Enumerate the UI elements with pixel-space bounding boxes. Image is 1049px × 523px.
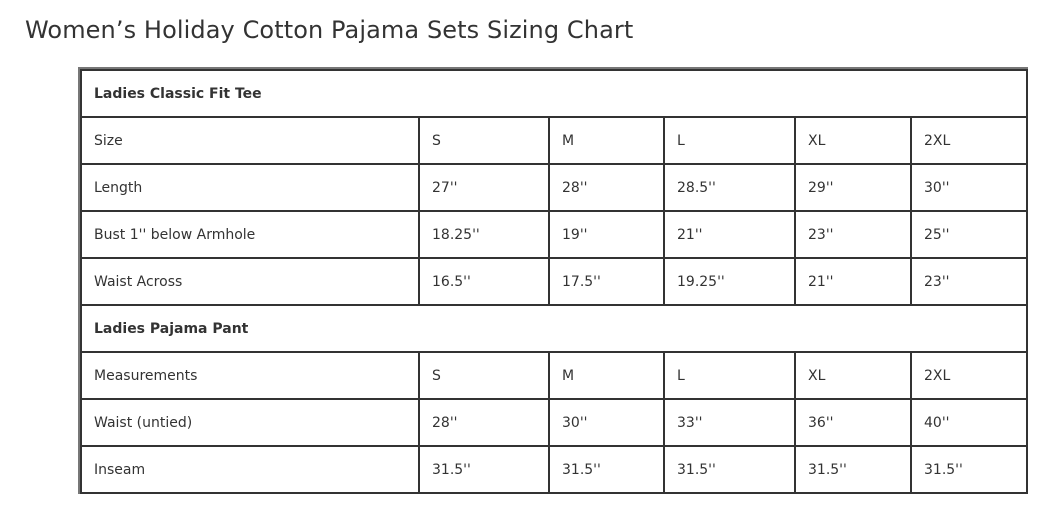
table-cell: 25'' xyxy=(911,211,1027,258)
table-cell: S xyxy=(419,352,549,399)
row-label: Waist Across xyxy=(81,258,419,305)
table-cell: 17.5'' xyxy=(549,258,664,305)
table-row xyxy=(81,117,1027,164)
table-cell: 31.5'' xyxy=(911,446,1027,493)
table-cell: 29'' xyxy=(795,164,911,211)
table-cell: 28'' xyxy=(419,399,549,446)
table-cell: 23'' xyxy=(795,211,911,258)
table-cell: 31.5'' xyxy=(795,446,911,493)
table-cell: 23'' xyxy=(911,258,1027,305)
table-cell: 16.5'' xyxy=(419,258,549,305)
row-label: Length xyxy=(81,164,419,211)
table-row xyxy=(81,352,1027,399)
table-cell: L xyxy=(664,117,795,164)
table-cell: 28'' xyxy=(549,164,664,211)
section-heading-pant: Ladies Pajama Pant xyxy=(81,305,1027,352)
section-heading-row xyxy=(81,305,1027,352)
size-table xyxy=(80,69,1028,494)
table-cell: 21'' xyxy=(795,258,911,305)
table-cell: 30'' xyxy=(549,399,664,446)
table-row xyxy=(81,258,1027,305)
page-title: Women’s Holiday Cotton Pajama Sets Sizing Chart xyxy=(25,16,634,44)
table-row xyxy=(81,446,1027,493)
table-row xyxy=(81,164,1027,211)
table-cell: 31.5'' xyxy=(549,446,664,493)
table-cell: 27'' xyxy=(419,164,549,211)
table-cell: 36'' xyxy=(795,399,911,446)
section-heading-row xyxy=(81,70,1027,117)
row-label: Waist (untied) xyxy=(81,399,419,446)
table-cell: XL xyxy=(795,117,911,164)
table-cell: 31.5'' xyxy=(419,446,549,493)
table-cell: M xyxy=(549,352,664,399)
table-cell: 19'' xyxy=(549,211,664,258)
section-heading-tee: Ladies Classic Fit Tee xyxy=(81,70,1027,117)
row-label: Size xyxy=(81,117,419,164)
table-cell: 33'' xyxy=(664,399,795,446)
sizing-chart-table xyxy=(78,67,1028,494)
table-row xyxy=(81,211,1027,258)
row-label: Measurements xyxy=(81,352,419,399)
table-cell: XL xyxy=(795,352,911,399)
table-row xyxy=(81,399,1027,446)
table-cell: 40'' xyxy=(911,399,1027,446)
table-cell: 2XL xyxy=(911,352,1027,399)
row-label: Bust 1'' below Armhole xyxy=(81,211,419,258)
table-cell: 2XL xyxy=(911,117,1027,164)
table-cell: 21'' xyxy=(664,211,795,258)
table-cell: 28.5'' xyxy=(664,164,795,211)
table-cell: 30'' xyxy=(911,164,1027,211)
table-cell: 31.5'' xyxy=(664,446,795,493)
table-cell: S xyxy=(419,117,549,164)
table-cell: M xyxy=(549,117,664,164)
table-cell: L xyxy=(664,352,795,399)
table-cell: 18.25'' xyxy=(419,211,549,258)
row-label: Inseam xyxy=(81,446,419,493)
table-cell: 19.25'' xyxy=(664,258,795,305)
